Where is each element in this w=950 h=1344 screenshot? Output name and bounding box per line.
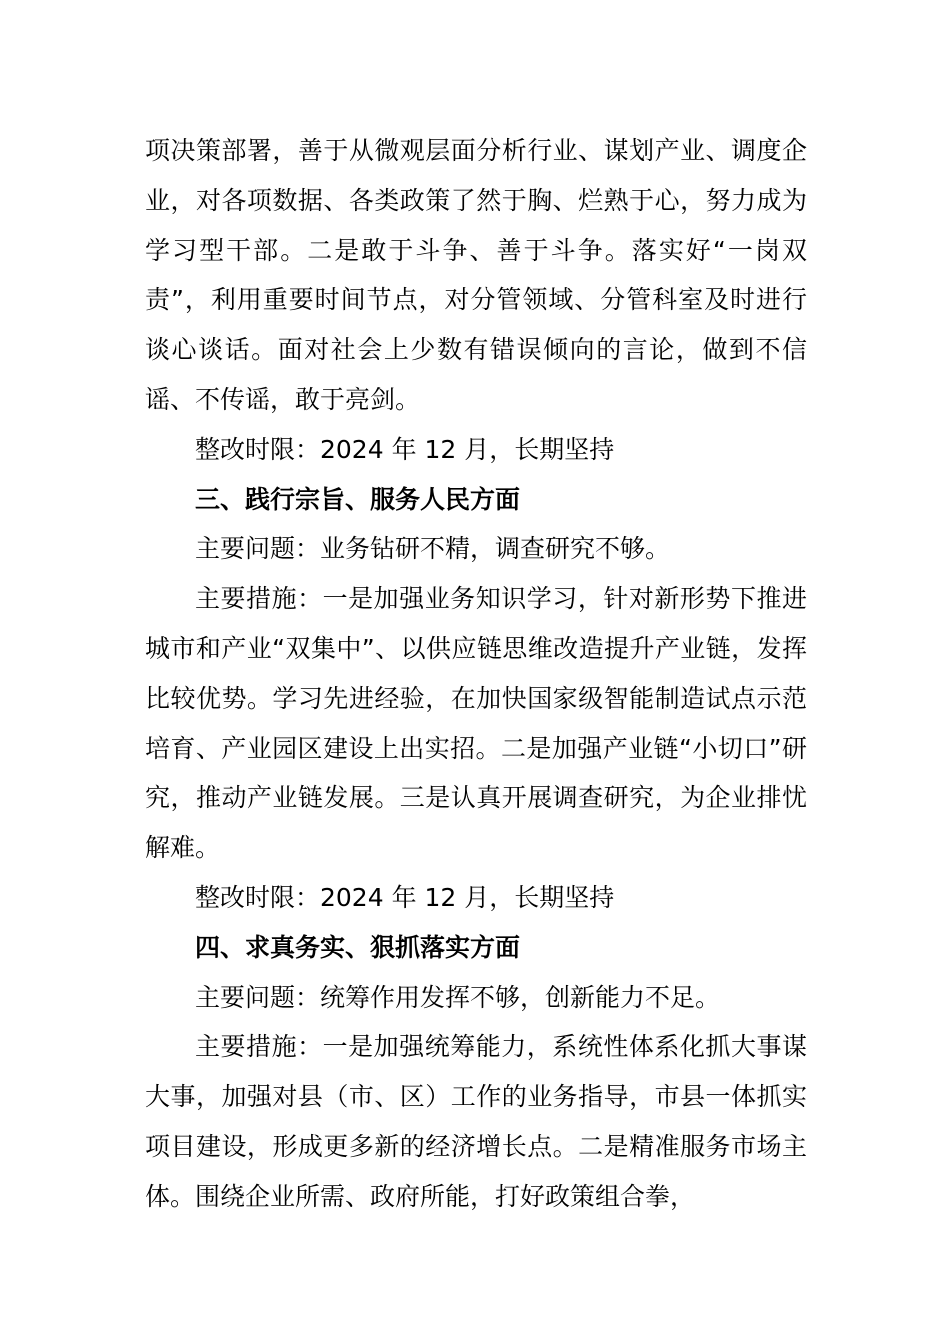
heading-section-4: 四、求真务实、狠抓落实方面 — [195, 932, 521, 962]
deadline-section-3: 整改时限：2024 年 12 月，长期坚持 — [195, 882, 615, 912]
measures-section-3: 主要措施：一是加强业务知识学习，针对新形势下推进城市和产业“双集中”、以供应链思维改造提升产业链，发挥比较优势。学习先进经验，在加快国家级智能制造试点示范培育、产业园区建设上出实招。二是加强产业链“小切口”研究，推动产业链发展。三是认真开展调查研究，为企业排忧解难。 — [145, 584, 807, 863]
heading-section-3: 三、践行宗旨、服务人民方面 — [195, 484, 521, 514]
paragraph-continued-measures: 项决策部署，善于从微观层面分析行业、谋划产业、调度企业，对各项数据、各类政策了然于胸、烂熟于心，努力成为学习型干部。二是敢于斗争、善于斗争。落实好“一岗双责”，利用重要时间节点，对分管领域、分管科室及时进行谈心谈话。面对社会上少数有错误倾向的言论，做到不信谣、不传谣，敢于亮剑。 — [145, 136, 807, 414]
measures-section-4: 主要措施：一是加强统筹能力，系统性体系化抓大事谋大事，加强对县（市、区）工作的业务指导，市县一体抓实项目建设，形成更多新的经济增长点。二是精准服务市场主体。围绕企业所需、政府所能，打好政策组合拳， — [145, 1032, 807, 1211]
problem-section-4: 主要问题：统筹作用发挥不够，创新能力不足。 — [195, 982, 721, 1012]
problem-section-3: 主要问题：业务钻研不精，调查研究不够。 — [195, 534, 671, 564]
document-body — [145, 126, 807, 1222]
deadline-section-2: 整改时限：2024 年 12 月，长期坚持 — [195, 434, 615, 464]
